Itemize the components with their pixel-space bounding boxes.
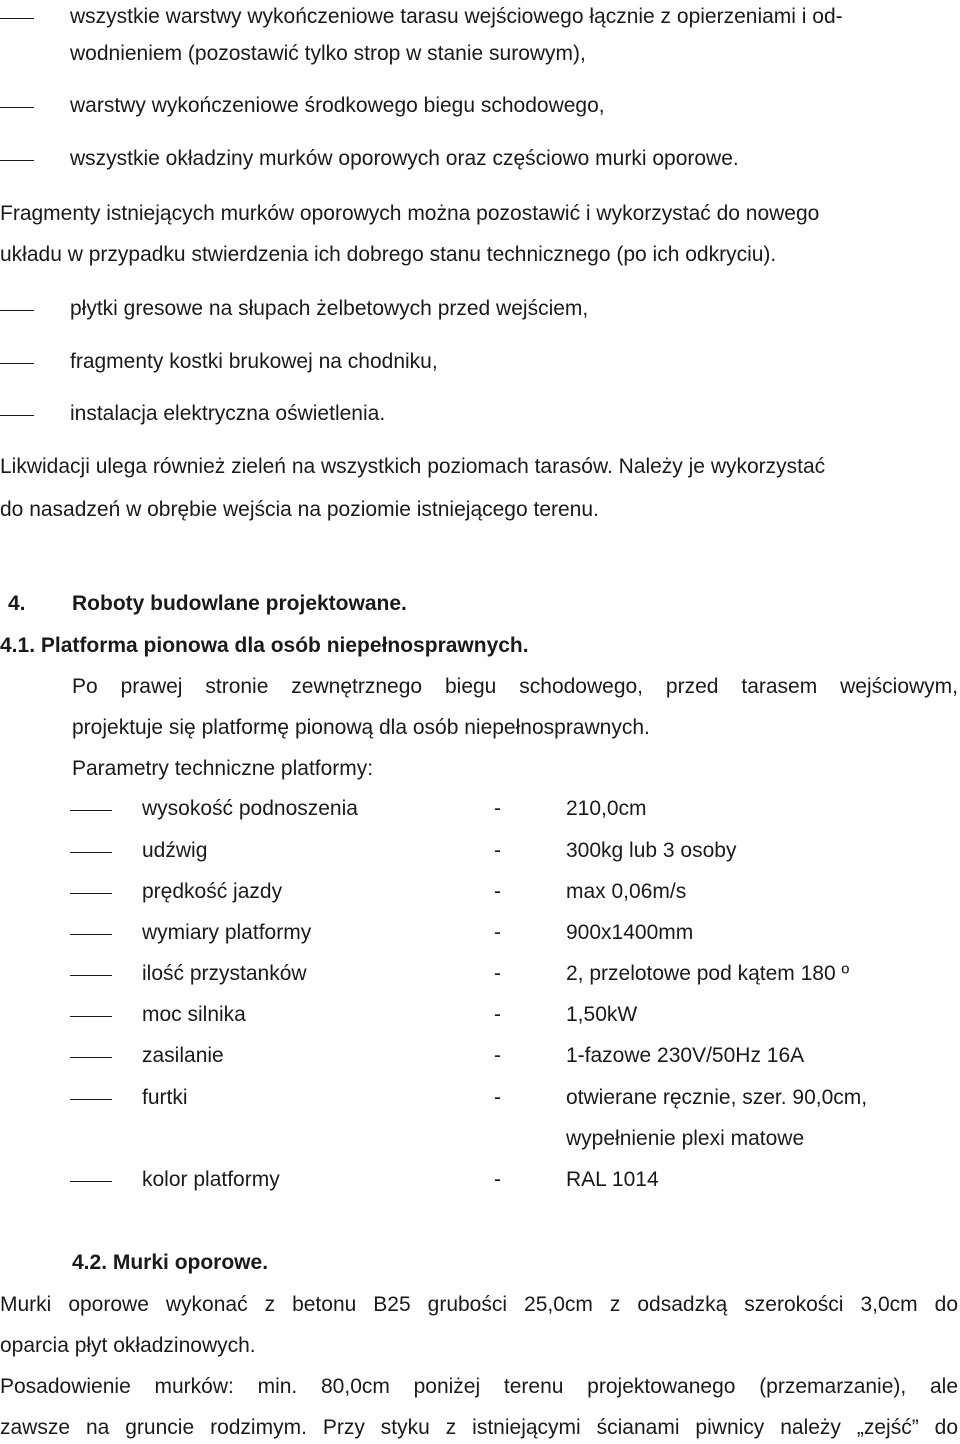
param-separator: - [494,921,501,944]
paragraph-line: Likwidacji ulega również zieleń na wszystkich poziomach tarasów. Należy je wykorzystać [0,455,826,478]
param-dash [70,1181,112,1182]
param-value: RAL 1014 [566,1168,659,1191]
list-dash [0,415,34,416]
paragraph-line: Parametry techniczne platformy: [72,757,374,780]
param-dash [70,1016,112,1017]
list-item-continuation: wodnieniem (pozostawić tylko strop w stanie surowym), [70,42,586,65]
list-dash [0,310,34,311]
param-name: prędkość jazdy [142,880,283,903]
param-dash [70,1099,112,1100]
param-separator: - [494,1168,501,1191]
param-value: 2, przelotowe pod kątem 180 º [566,962,850,985]
paragraph-line: układu w przypadku stwierdzenia ich dobrego stanu technicznego (po ich odkryciu). [0,243,777,266]
param-value: 1,50kW [566,1003,638,1026]
paragraph-line: zawsze na gruncie rodzimym. Przy styku z istniejącymi ścianami piwnicy należy „zejść” do [0,1416,958,1439]
param-separator: - [494,1086,501,1109]
param-separator: - [494,797,501,820]
param-value: max 0,06m/s [566,880,687,903]
param-dash [70,975,112,976]
param-value: 210,0cm [566,797,647,820]
param-dash [70,852,112,853]
paragraph-line: Fragmenty istniejących murków oporowych można pozostawić i wykorzystać do nowego [0,202,820,225]
paragraph-line: Po prawej stronie zewnętrznego biegu schodowego, przed tarasem wejściowym, [72,675,958,698]
param-separator: - [494,962,501,985]
list-dash [0,18,34,19]
param-separator: - [494,839,501,862]
param-dash [70,893,112,894]
param-name: furtki [142,1086,188,1109]
list-item: warstwy wykończeniowe środkowego biegu schodowego, [70,94,605,117]
param-name: zasilanie [142,1044,224,1067]
list-item: płytki gresowe na słupach żelbetowych przed wejściem, [70,297,589,320]
paragraph-line: projektuje się platformę pionową dla osób niepełnosprawnych. [72,716,650,739]
list-item: wszystkie okładziny murków oporowych oraz częściowo murki oporowe. [70,147,739,170]
section-title: Roboty budowlane projektowane. [72,592,407,615]
param-name: wysokość podnoszenia [142,797,358,820]
param-name: ilość przystanków [142,962,307,985]
param-value: 300kg lub 3 osoby [566,839,737,862]
paragraph-line: Posadowienie murków: min. 80,0cm poniżej terenu projektowanego (przemarzanie), ale [0,1375,958,1398]
list-dash [0,107,34,108]
list-dash [0,160,34,161]
param-separator: - [494,1044,501,1067]
param-value: 900x1400mm [566,921,694,944]
param-dash [70,1057,112,1058]
param-value: 1-fazowe 230V/50Hz 16A [566,1044,805,1067]
param-separator: - [494,1003,501,1026]
param-dash [70,934,112,935]
param-dash [70,810,112,811]
list-item: wszystkie warstwy wykończeniowe tarasu wejściowego łącznie z opierzeniami i od- [70,5,843,28]
param-name: kolor platformy [142,1168,280,1191]
subsection-title: 4.1. Platforma pionowa dla osób niepełnosprawnych. [0,634,529,657]
subsection-title: 4.2. Murki oporowe. [72,1251,269,1274]
section-number: 4. [8,592,26,615]
list-dash [0,363,34,364]
list-item: instalacja elektryczna oświetlenia. [70,402,386,425]
param-value-continuation: wypełnienie plexi matowe [566,1127,805,1150]
param-separator: - [494,880,501,903]
paragraph-line: Murki oporowe wykonać z betonu B25 grubości 25,0cm z odsadzką szerokości 3,0cm do [0,1293,958,1316]
paragraph-line: do nasadzeń w obrębie wejścia na poziomie istniejącego terenu. [0,498,599,521]
param-name: moc silnika [142,1003,246,1026]
param-name: wymiary platformy [142,921,312,944]
list-item: fragmenty kostki brukowej na chodniku, [70,350,438,373]
param-name: udźwig [142,839,208,862]
param-value: otwierane ręcznie, szer. 90,0cm, [566,1086,868,1109]
paragraph-line: oparcia płyt okładzinowych. [0,1334,256,1357]
